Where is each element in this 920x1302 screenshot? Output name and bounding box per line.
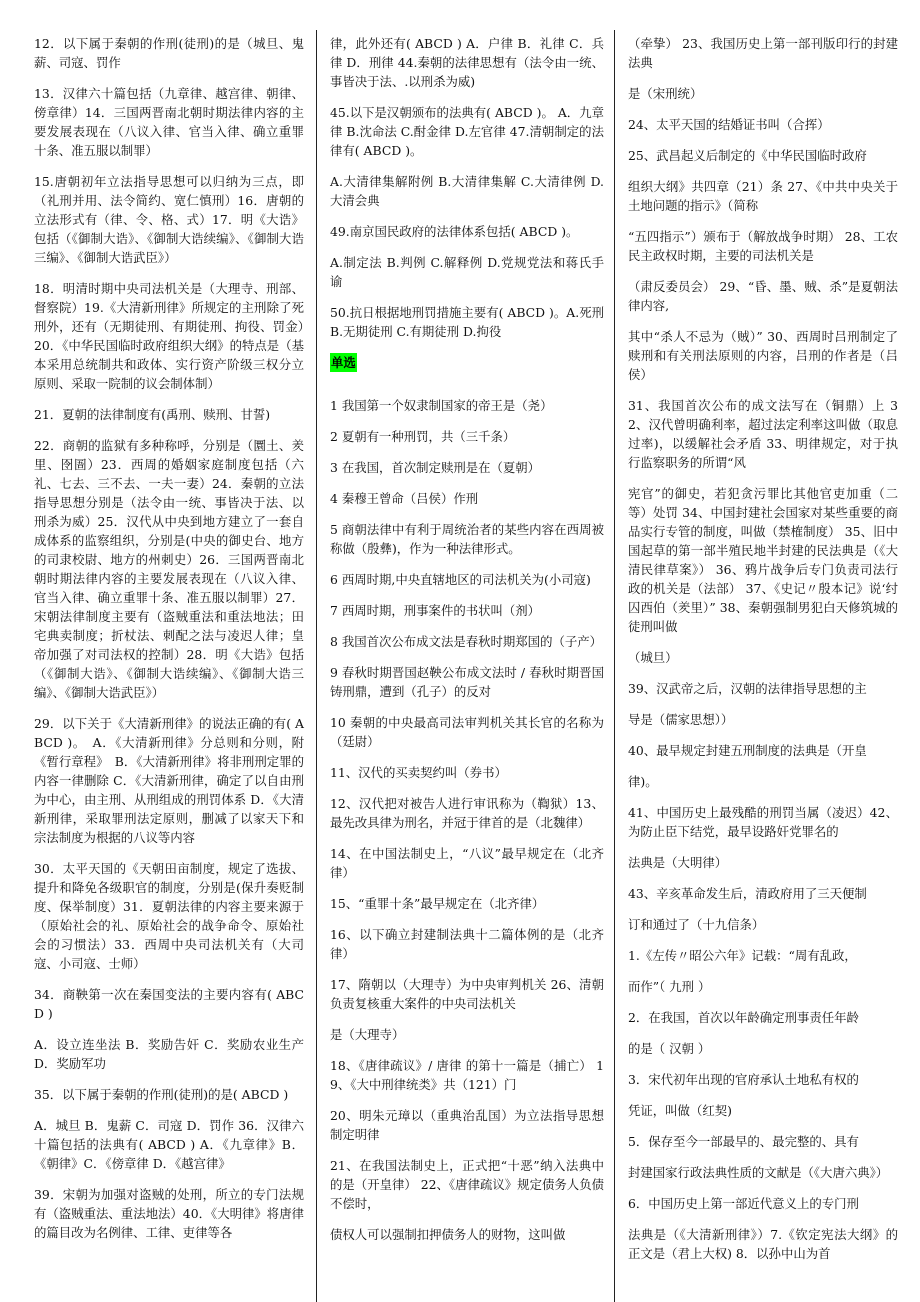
paragraph: 12、汉代把对被告人进行审讯称为（鞫狱）13、最先改具律为刑名，并冠于律首的是（北魏律） bbox=[330, 796, 604, 830]
paragraph: 债权人可以强制扣押债务人的财物，这叫做 bbox=[330, 1227, 566, 1242]
paragraph: 41、中国历史上最残酷的刑罚当属（凌迟）42、为防止臣下结党，最早设路奸党罪名的 bbox=[628, 805, 898, 839]
paragraph: 1 我国第一个奴隶制国家的帝王是（尧） bbox=[330, 398, 553, 413]
paragraph: （牵挚） 23、我国历史上第一部刊版印行的封建法典 bbox=[628, 36, 898, 70]
paragraph: 17、隋朝以（大理寺）为中央审判机关 26、清朝负责复核重大案件的中央司法机关 bbox=[330, 977, 604, 1011]
paragraph: 4 秦穆王曾命（吕侯）作刑 bbox=[330, 491, 479, 506]
paragraph: 5．保存至今一部最早的、最完整的、具有 bbox=[628, 1134, 859, 1149]
paragraph: 宪官”的御史，若犯贪污罪比其他官吏加重（二等）处罚 34、中国封建社会国家对某些重要的商品实行专管的制度，叫做（禁榷制度） 35、旧中国起草的第一部半殖民地半封建的民法典是（《大清民律草案》） 36、鸦片战争后专门负责司法行政的机关是（法部） 37、《史记〃殷本记》说‘纣囚西伯（羑里）” 38、秦朝强制男犯白天修筑城的徒刑叫做 bbox=[628, 486, 898, 634]
text-column-3 bbox=[614, 0, 920, 1302]
paragraph: 10 秦朝的中央最高司法审判机关其长官的名称为（廷尉） bbox=[330, 715, 604, 749]
text-column-1 bbox=[0, 0, 316, 1302]
paragraph: 25、武昌起义后制定的《中华民国临时政府 bbox=[628, 148, 867, 163]
paragraph: 16、以下确立封建制法典十二篇体例的是（北齐律） bbox=[330, 927, 604, 961]
paragraph: 3．宋代初年出现的官府承认土地私有权的 bbox=[628, 1072, 859, 1087]
paragraph: 是（大理寺） bbox=[330, 1027, 405, 1042]
paragraph: 15、“重罪十条”最早规定在（北齐律） bbox=[330, 896, 545, 911]
paragraph: 其中“杀人不忌为（贼）” 30、西周时吕刑制定了赎刑和有关刑法原则的内容，吕刑的作者是（吕侯） bbox=[628, 329, 898, 382]
paragraph: 法典是（《大清新刑律》）7.《钦定宪法大纲》的正文是（君上大权) 8．以孙中山为首 bbox=[628, 1227, 898, 1261]
paragraph: 20、明朱元璋以（重典治乱国）为立法指导思想制定明律 bbox=[330, 1108, 604, 1142]
paragraph: 11、汉代的买卖契约叫（券书） bbox=[330, 765, 507, 780]
paragraph: 律，此外还有( ABCD ) A．户律 B．礼律 C．兵律 D．刑律 44.秦朝的法律思想有（法令由一统、事皆决于法、.以刑杀为威) bbox=[330, 36, 604, 89]
paragraph: A．设立连坐法 B．奖励告奸 C．奖励农业生产 D．奖励军功 bbox=[34, 1037, 304, 1071]
paragraph: 21、在我国法制史上，正式把“十恶”纳入法典中的是（开皇律） 22、《唐律疏议》规定债务人负债不偿时， bbox=[330, 1158, 604, 1211]
paragraph: 35．以下属于秦朝的作刑(徒刑)的是( ABCD ) bbox=[34, 1087, 289, 1102]
paragraph: 而作”（ 九刑 ） bbox=[628, 979, 711, 994]
paragraph: 9 春秋时期晋国赵鞅公布成文法时 / 春秋时期晋国铸刑鼎，遭到（孔子）的反对 bbox=[330, 665, 604, 699]
paragraph: 3 在我国，首次制定赎刑是在（夏朝） bbox=[330, 460, 541, 475]
paragraph: 40、最早规定封建五刑制度的法典是（开皇 bbox=[628, 743, 867, 758]
paragraph: 15.唐朝初年立法指导思想可以归纳为三点，即（礼刑并用、法令简约、宽仁慎刑）16．唐朝的立法形式有（律、令、格、式）17．明《大诰》包括（《御制大诰》、《御制大诰续编》、《御制大诰三编》、《御制大诰武臣》） bbox=[34, 174, 304, 265]
paragraph: 30．太平天国的《天朝田亩制度，规定了选拔、提升和降免各级职官的制度，分别是(保升奏贬制度、保举制度）31．夏朝法律的内容主要来源于（原始社会的礼、原始社会的战争命令、原始社会的习惯法）33．西周中央司法机关有（大司寇、小司寇、士师） bbox=[34, 861, 304, 971]
paragraph: 39、汉武帝之后，汉朝的法律指导思想的主 bbox=[628, 681, 867, 696]
paragraph: 组织大纲》共四章（21）条 27、《中共中央关于土地问题的指示》（简称 bbox=[628, 179, 898, 213]
paragraph: 49.南京国民政府的法律体系包括( ABCD )。 bbox=[330, 224, 579, 239]
paragraph: 1.《左传〃昭公六年》记载：“周有乱政， bbox=[628, 948, 857, 963]
paragraph: 31、我国首次公布的成文法写在（铜鼎）上 32、汉代曾明确利率，超过法定利率这叫做（取息过率)，以缓解社会矛盾 33、明律规定，对于执行监察职务的所谓“风 bbox=[628, 398, 898, 470]
text-column-2 bbox=[316, 0, 614, 1302]
paragraph: 6．中国历史上第一部近代意义上的专门刑 bbox=[628, 1196, 859, 1211]
paragraph: 22．商朝的监狱有多种称呼，分别是（圜土、羑里、囹圄）23．西周的婚姻家庭制度包括（六礼、七去、三不去、一夫一妻）24．秦朝的立法指导思想分别是（法令由一统、事皆决于法、以刑杀为威）25．汉代从中央到地方建立了一套自成体系的监察组织，分别是(中央的御史台、地方的司隶校尉、地方的州刺史）26．三国两晋南北朝时期法律内容的主要发展表现在（八议入律、官当入律、确立重罪十条、准五服以制罪）27．宋朝法律制度主要有（盗贼重法和重法地法；田宅典卖制度；折杖法、刺配之法与凌迟人律；皇帝加强了对司法权的控制）28．明《大诰》包括（《御制大诰》、《御制大诰续编》、《御制大诰三编》、《御制大诰武臣》） bbox=[34, 438, 304, 700]
paragraph: 法典是（大明律） bbox=[628, 855, 728, 870]
paragraph: 律)。 bbox=[628, 774, 658, 789]
paragraph: A.制定法 B.判例 C.解释例 D.党规党法和蒋氏手谕 bbox=[330, 255, 604, 289]
paragraph: 5 商朝法律中有利于周统治者的某些内容在西周被称做（殷彝)，作为一种法律形式。 bbox=[330, 522, 604, 556]
paragraph: 13．汉律六十篇包括（九章律、越宫律、朝律、傍章律）14．三国两晋南北朝时期法律内容的主要发展表现在（八议入律、官当入律、确立重罪十条、准五服以制罪） bbox=[34, 86, 304, 158]
paragraph: 21．夏朝的法律制度有(禹刑、赎刑、甘誓) bbox=[34, 407, 271, 422]
paragraph: 是（宋刑统） bbox=[628, 86, 703, 101]
paragraph: 43、辛亥革命发生后，清政府用了三天便制 bbox=[628, 886, 867, 901]
paragraph: 8 我国首次公布成文法是春秋时期郑国的（子产） bbox=[330, 634, 603, 649]
paragraph: 6 西周时期,中央直辖地区的司法机关为(小司寇) bbox=[330, 572, 591, 587]
paragraph: 34．商鞅第一次在秦国变法的主要内容有( ABCD ) bbox=[34, 987, 304, 1021]
paragraph: 18．明清时期中央司法机关是（大理寺、刑部、督察院）19.《大清新刑律》所规定的主刑除了死刑外，还有（无期徒刑、有期徒刑、拘役、罚金）20．《中华民国临时政府组织大纲》的特点是（基本采用总统制共和政体、实行资产阶级三权分立原则、采取一院制的议会制体制） bbox=[34, 281, 304, 391]
paragraph: A．城旦 B．鬼薪 C．司寇 D．罚作 36．汉律六十篇包括的法典有( ABCD ) A．《九章律》B．《朝律》C．《傍章律 D．《越宫律》 bbox=[34, 1118, 304, 1171]
paragraph: 29．以下关于《大清新刑律》的说法正确的有( ABCD )。 A．《大清新刑律》分总则和分则，附《暂行章程》 B．《大清新刑律》将非刑刑定罪的内容一律删除 C．《大清新刑律，确定了以自由刑为中心，由主刑、从刑组成的刑罚体系 D．《大清新刑律，采取罪刑法定原则，删减了以家天下和宗法制度为根据的八议等内容 bbox=[34, 716, 304, 845]
paragraph: 凭证，叫做（红契) bbox=[628, 1103, 732, 1118]
paragraph: 12．以下属于秦朝的作刑(徒刑)的是（城旦、鬼薪、司寇、罚作 bbox=[34, 36, 304, 70]
paragraph: （城旦） bbox=[628, 650, 678, 665]
paragraph: 14、在中国法制史上，“八议”最早规定在（北齐律） bbox=[330, 846, 604, 880]
paragraph: “五四指示”）颁布于（解放战争时期） 28、工农民主政权时期，主要的司法机关是 bbox=[628, 229, 898, 263]
paragraph: A.大清律集解附例 B.大清律集解 C.大清律例 D.大清会典 bbox=[330, 174, 604, 208]
paragraph: 50.抗日根据地刑罚措施主要有( ABCD )。A.死刑 B.无期徒刑 C.有期徒刑 D.拘役 bbox=[330, 305, 604, 339]
paragraph: 订和通过了（十九信条） bbox=[628, 917, 765, 932]
column-divider bbox=[316, 30, 317, 1302]
paragraph: 39．宋朝为加强对盗贼的处刑，所立的专门法规有（盗贼重法、重法地法）40．《大明律》将唐律的篇目改为名例律、工律、吏律等各 bbox=[34, 1187, 304, 1240]
paragraph: 导是（儒家思想）） bbox=[628, 712, 734, 727]
paragraph: 45.以下是汉朝颁布的法典有( ABCD )。 A．九章律 B.沈命法 C.酎金律 D.左官律 47.清朝制定的法律有( ABCD )。 bbox=[330, 105, 604, 158]
paragraph: 18、《唐律疏议》/ 唐律 的第十一篇是（捕亡） 19、《大中刑律统类》共（121）门 bbox=[330, 1058, 604, 1092]
paragraph: 2．在我国，首次以年龄确定刑事责任年龄 bbox=[628, 1010, 859, 1025]
paragraph: 封建国家行政法典性质的文献是（《大唐六典》） bbox=[628, 1165, 889, 1180]
paragraph: 的是（ 汉朝 ） bbox=[628, 1041, 711, 1056]
paragraph: 2 夏朝有一种刑罚，共（三千条） bbox=[330, 429, 516, 444]
column-divider bbox=[614, 30, 615, 1302]
section-tag-single-choice: 单选 bbox=[331, 355, 356, 370]
paragraph: 24、太平天国的结婚证书叫（合挥） bbox=[628, 117, 830, 132]
paragraph: 7 西周时期，刑事案件的书状叫（剂） bbox=[330, 603, 541, 618]
paragraph: （肃反委员会） 29、“昏、墨、贼、杀”是夏朝法律内容, bbox=[628, 279, 898, 313]
